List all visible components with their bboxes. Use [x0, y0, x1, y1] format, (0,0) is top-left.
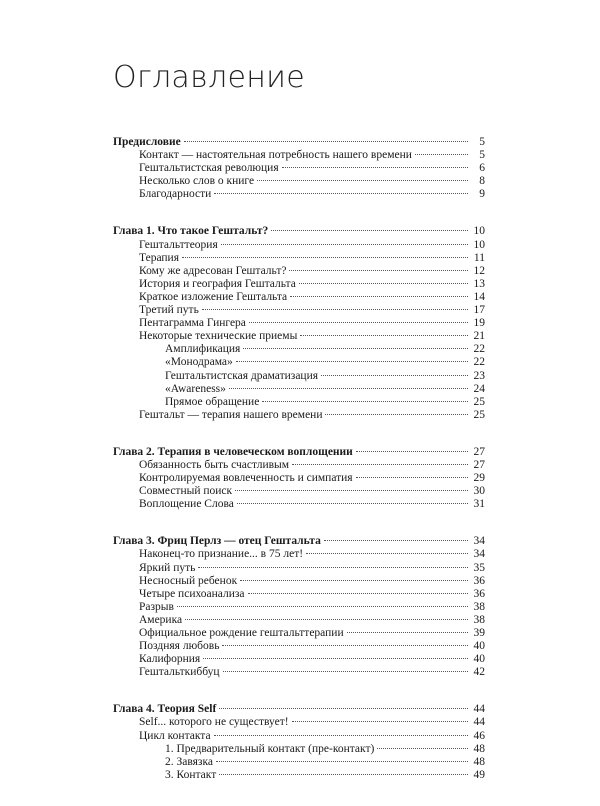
dot-leader — [271, 230, 468, 231]
toc-entry-title: «Монодрама» — [165, 356, 233, 369]
toc-chapter-entry[interactable] — [113, 446, 485, 459]
toc-entry-title: Несколько слов о книге — [139, 175, 255, 188]
toc-page-number: 34 — [473, 548, 485, 561]
toc-entry-title: Некоторые технические приемы — [139, 330, 298, 343]
toc-entry-title: Гештальтистская драматизация — [165, 369, 319, 382]
dot-leader — [292, 721, 468, 722]
toc-entry-title: Глава 1. Что такое Гештальт? — [113, 225, 269, 238]
toc-entry[interactable] — [113, 588, 485, 601]
toc-entry[interactable] — [113, 409, 485, 422]
toc-entry[interactable] — [113, 472, 485, 485]
toc-page-number: 23 — [473, 369, 485, 382]
dot-leader — [290, 296, 468, 297]
toc-entry-title: Четыре психоанализа — [139, 587, 245, 600]
toc-page-number: 22 — [473, 356, 485, 369]
toc-entry[interactable] — [113, 265, 485, 278]
toc-page-number: 48 — [473, 755, 485, 768]
toc-page-number: 48 — [473, 742, 485, 755]
dot-leader — [282, 167, 468, 168]
toc-page-number: 12 — [473, 264, 485, 277]
toc-entry-title: Совместный поиск — [139, 485, 233, 498]
dot-leader — [198, 567, 468, 568]
toc-entry[interactable] — [113, 278, 485, 291]
toc-entry-title: Глава 4. Теория Self — [113, 703, 217, 716]
toc-entry[interactable] — [113, 317, 485, 330]
dot-leader — [292, 464, 468, 465]
toc-entry[interactable] — [113, 291, 485, 304]
toc-entry[interactable] — [113, 640, 485, 653]
dot-leader — [306, 553, 468, 554]
dot-leader — [299, 283, 468, 284]
toc-page-number: 27 — [473, 458, 485, 471]
dot-leader — [223, 671, 468, 672]
dot-leader — [249, 322, 468, 323]
dot-leader — [240, 580, 468, 581]
dot-leader — [184, 141, 468, 142]
toc-page-number: 10 — [473, 238, 485, 251]
dot-leader — [222, 645, 468, 646]
toc-entry[interactable] — [113, 614, 485, 627]
toc-entry-title: Глава 2. Терапия в человеческом воплощении — [113, 445, 353, 458]
toc-page-number: 38 — [473, 613, 485, 626]
dot-leader — [356, 477, 468, 478]
toc-page-number: 14 — [473, 290, 485, 303]
toc-page-number: 5 — [479, 149, 485, 162]
toc-entry[interactable] — [113, 756, 485, 769]
dot-leader — [229, 388, 468, 389]
toc-entry-title: История и география Гештальта — [139, 277, 296, 290]
toc-page-number: 34 — [473, 535, 485, 548]
dot-leader — [321, 375, 468, 376]
toc-chapter-entry[interactable] — [113, 703, 485, 716]
dot-leader — [356, 451, 468, 452]
toc-entry-title: Кому же адресован Гештальт? — [139, 264, 287, 277]
toc-page-number: 35 — [473, 561, 485, 574]
dot-leader — [377, 748, 468, 749]
toc-entry[interactable] — [113, 330, 485, 343]
toc-page-number: 19 — [473, 317, 485, 330]
toc-entry-title: Калифорния — [139, 653, 201, 666]
toc-page-number: 25 — [473, 408, 485, 421]
toc-entry-title: Обязанность быть счастливым — [139, 458, 290, 471]
dot-leader — [257, 180, 468, 181]
toc-entry[interactable] — [113, 730, 485, 743]
toc-entry[interactable] — [113, 396, 485, 409]
toc-page-number: 40 — [473, 653, 485, 666]
toc-entry[interactable] — [113, 627, 485, 640]
toc-entry-title: Глава 3. Фриц Перлз — отец Гештальта — [113, 535, 321, 548]
toc-entry-title: Наконец-то признание... в 75 лет! — [139, 548, 304, 561]
toc-entry-title: Третий путь — [139, 304, 199, 317]
toc-page-number: 8 — [479, 175, 485, 188]
toc-entry[interactable] — [113, 548, 485, 561]
toc-entry[interactable] — [113, 485, 485, 498]
dot-leader — [324, 540, 468, 541]
toc-entry-title: Гештальтистская революция — [139, 162, 279, 175]
toc-entry[interactable] — [113, 498, 485, 511]
toc-entry-title: Краткое изложение Гештальта — [139, 290, 288, 303]
toc-entry-title: Предисловие — [113, 136, 181, 148]
table-of-contents — [113, 136, 485, 806]
toc-page-number: 9 — [479, 188, 485, 201]
dot-leader — [236, 361, 468, 362]
toc-entry[interactable] — [113, 239, 485, 252]
dot-leader — [289, 270, 468, 271]
toc-entry-title: Поздняя любовь — [139, 640, 220, 653]
dot-leader — [202, 309, 468, 310]
dot-leader — [203, 658, 468, 659]
toc-entry-title: Амплификация — [165, 343, 241, 356]
toc-entry[interactable] — [113, 162, 485, 175]
toc-entry-title: Пентаграмма Гингера — [139, 317, 246, 330]
toc-page-number: 27 — [473, 445, 485, 458]
toc-entry-title: Официальное рождение гештальттерапии — [139, 627, 344, 639]
toc-entry[interactable] — [113, 175, 485, 188]
toc-page-number: 40 — [473, 640, 485, 653]
toc-entry[interactable] — [113, 149, 485, 162]
toc-entry-title: Терапия — [139, 251, 179, 264]
toc-page-number: 46 — [473, 729, 485, 742]
toc-entry-title: 1. Предварительный контакт (пре-контакт) — [165, 742, 375, 755]
toc-page-number: 13 — [473, 277, 485, 290]
toc-entry[interactable] — [113, 459, 485, 472]
toc-page-number: 11 — [473, 251, 485, 264]
toc-entry-title: Контакт — настоятельная потребность нашего времени — [139, 149, 412, 162]
toc-page-number: 17 — [473, 304, 485, 317]
toc-section — [113, 225, 485, 421]
toc-entry[interactable] — [113, 304, 485, 317]
toc-entry-title: Яркий путь — [139, 561, 196, 574]
toc-entry[interactable] — [113, 575, 485, 588]
toc-entry-title: Self... которого не существует! — [139, 716, 289, 729]
toc-entry[interactable] — [113, 356, 485, 369]
dot-leader — [248, 593, 468, 594]
dot-leader — [235, 490, 468, 491]
toc-page-number: 6 — [479, 162, 485, 175]
toc-chapter-entry[interactable] — [113, 136, 485, 149]
toc-page-number: 10 — [473, 225, 485, 238]
toc-entry-title: Воплощение Слова — [139, 498, 234, 511]
toc-entry-title: Америка — [139, 613, 183, 626]
toc-page-number: 42 — [473, 666, 485, 679]
toc-section — [113, 446, 485, 511]
toc-page-number: 25 — [473, 395, 485, 408]
toc-page-number: 36 — [473, 587, 485, 600]
toc-entry[interactable] — [113, 743, 485, 756]
toc-page-number: 24 — [473, 382, 485, 395]
toc-entry[interactable] — [113, 562, 485, 575]
toc-page-number: 38 — [473, 600, 485, 613]
toc-page-number: 36 — [473, 574, 485, 587]
toc-chapter-entry[interactable] — [113, 225, 485, 238]
dot-leader — [415, 154, 468, 155]
toc-page-number: 21 — [473, 330, 485, 343]
toc-entry-title: Цикл контакта — [139, 729, 211, 742]
toc-section — [113, 535, 485, 679]
toc-entry[interactable] — [113, 769, 485, 782]
dot-leader — [325, 414, 468, 415]
dot-leader — [243, 348, 468, 349]
dot-leader — [237, 503, 468, 504]
toc-entry-title: Гештальткиббуц — [139, 666, 220, 679]
toc-entry-title: Разрыв — [139, 600, 174, 613]
toc-entry[interactable] — [113, 601, 485, 614]
toc-entry[interactable] — [113, 666, 485, 679]
toc-entry[interactable] — [113, 716, 485, 729]
toc-entry-title: «Awareness» — [165, 382, 226, 395]
dot-leader — [177, 606, 468, 607]
toc-entry-title: 3. Контакт — [165, 768, 217, 781]
dot-leader — [214, 735, 468, 736]
dot-leader — [347, 632, 468, 633]
toc-entry[interactable] — [113, 383, 485, 396]
toc-page-number: 39 — [473, 627, 485, 639]
dot-leader — [219, 708, 468, 709]
toc-entry-title: Несносный ребенок — [139, 574, 238, 587]
toc-entry[interactable] — [113, 653, 485, 666]
toc-page-number: 44 — [473, 716, 485, 729]
toc-chapter-entry[interactable] — [113, 535, 485, 548]
dot-leader — [262, 401, 468, 402]
dot-leader — [221, 244, 468, 245]
dot-leader — [219, 774, 468, 775]
toc-page-number: 44 — [473, 703, 485, 716]
dot-leader — [216, 761, 468, 762]
toc-page-number: 22 — [473, 343, 485, 356]
toc-entry-title: Прямое обращение — [165, 395, 260, 408]
toc-entry[interactable] — [113, 188, 485, 201]
dot-leader — [185, 619, 468, 620]
toc-section — [113, 703, 485, 782]
toc-entry-title: 2. Завязка — [165, 755, 213, 768]
toc-entry[interactable] — [113, 252, 485, 265]
toc-entry[interactable] — [113, 370, 485, 383]
toc-page-number: 5 — [479, 136, 485, 148]
dot-leader — [300, 335, 468, 336]
toc-section — [113, 136, 485, 201]
toc-entry-title: Гештальттеория — [139, 238, 218, 251]
page-title: Оглавление — [113, 60, 305, 95]
dot-leader — [182, 257, 468, 258]
dot-leader — [214, 193, 468, 194]
toc-entry-title: Благодарности — [139, 188, 212, 201]
toc-entry-title: Контролируемая вовлеченность и симпатия — [139, 472, 353, 485]
toc-entry[interactable] — [113, 343, 485, 356]
toc-page-number: 29 — [473, 472, 485, 485]
toc-page-number: 30 — [473, 485, 485, 498]
toc-page-number: 31 — [473, 498, 485, 511]
toc-entry-title: Гештальт — терапия нашего времени — [139, 408, 323, 421]
toc-page-number: 49 — [473, 768, 485, 781]
